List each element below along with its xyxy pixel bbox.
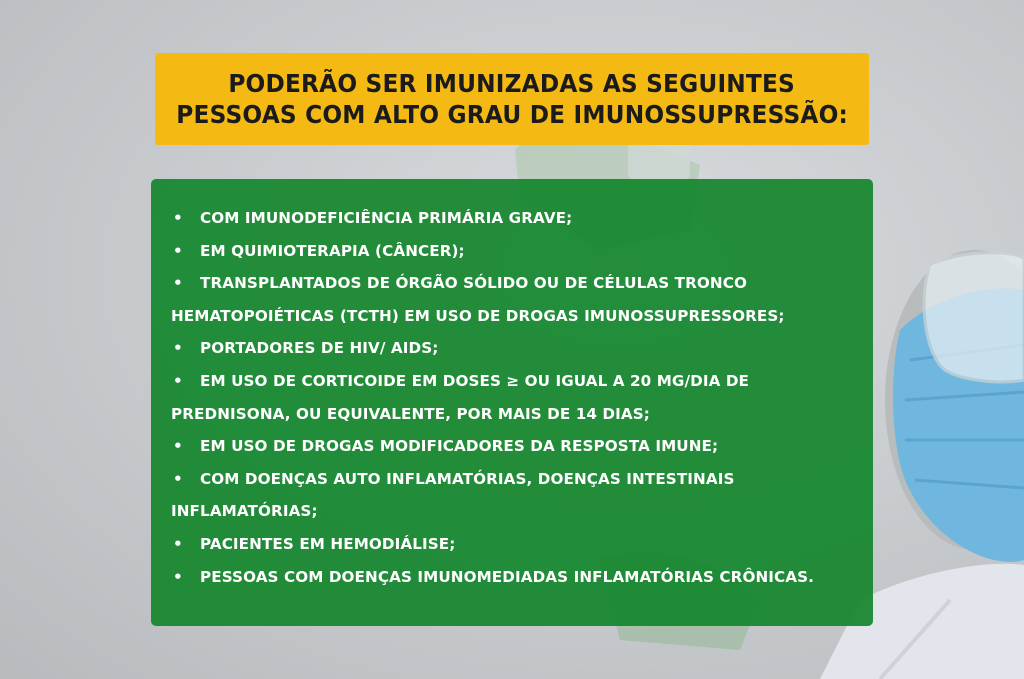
bullet-icon: • (173, 274, 183, 293)
bullet-icon: • (173, 437, 183, 456)
bullet-icon: • (173, 534, 183, 553)
criteria-list-panel (151, 179, 873, 626)
list-item (171, 332, 873, 365)
list-item-continuation: INFLAMATÓRIAS; (171, 502, 318, 521)
list-item-text: TRANSPLANTADOS DE ÓRGÃO SÓLIDO OU DE CÉLULAS TRONCO (200, 274, 747, 293)
list-item (171, 235, 873, 268)
list-item (171, 365, 873, 398)
list-item-text: EM USO DE CORTICOIDE EM DOSES ≥ OU IGUAL A 20 MG/DIA DE (200, 371, 750, 390)
title-line-1: PODERÃO SER IMUNIZADAS AS SEGUINTES (228, 69, 796, 98)
list-item-text: COM DOENÇAS AUTO INFLAMATÓRIAS, DOENÇAS INTESTINAIS (200, 469, 735, 488)
list-item (171, 430, 873, 463)
bullet-icon: • (173, 209, 183, 227)
bullet-icon: • (173, 241, 183, 260)
list-item-text: PORTADORES DE HIV/ AIDS; (200, 339, 439, 358)
goggles-shape (924, 253, 1024, 382)
list-item-text: EM USO DE DROGAS MODIFICADORES DA RESPOSTA IMUNE; (200, 437, 719, 456)
list-item-text: COM IMUNODEFICIÊNCIA PRIMÁRIA GRAVE; (200, 209, 573, 227)
bullet-icon: • (173, 371, 183, 390)
list-item (171, 463, 873, 496)
bullet-icon: • (173, 469, 183, 488)
list-item-text: EM QUIMIOTERAPIA (CÂNCER); (200, 241, 465, 260)
title-banner (155, 53, 869, 145)
criteria-list (171, 202, 873, 593)
bullet-icon: • (173, 567, 183, 586)
list-item (171, 202, 873, 235)
list-item-continuation: HEMATOPOIÉTICAS (TCTH) EM USO DE DROGAS IMUNOSSUPRESSORES; (171, 306, 785, 325)
list-item-continuation: PREDNISONA, OU EQUIVALENTE, POR MAIS DE 14 DIAS; (171, 404, 650, 423)
vial-shape (628, 140, 690, 180)
bullet-icon: • (173, 339, 183, 358)
list-item-text: PESSOAS COM DOENÇAS IMUNOMEDIADAS INFLAMATÓRIAS CRÔNICAS. (200, 567, 815, 586)
list-item (171, 528, 873, 561)
list-item (171, 267, 873, 300)
list-item (171, 561, 873, 594)
list-item-text: PACIENTES EM HEMODIÁLISE; (200, 534, 456, 553)
title-line-2: PESSOAS COM ALTO GRAU DE IMUNOSSUPRESSÃO: (176, 100, 848, 129)
